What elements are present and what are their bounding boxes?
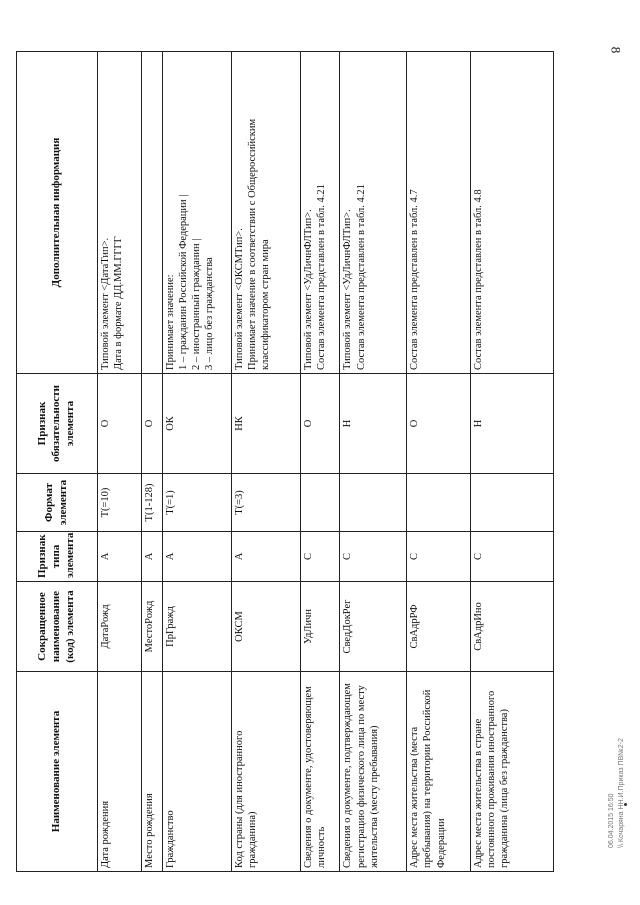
- cell-type: А: [98, 532, 142, 582]
- header-code: Сокращенное наименование (код) элемента: [17, 582, 98, 672]
- cell-name: Сведения о документе, подтверждающем регистрацию физического лица по месту жительства (месту пребывания): [340, 672, 407, 872]
- table-row: [407, 52, 470, 872]
- cell-info: Типовой элемент <УдЛичнФЛТип>. Состав элемента представлен в табл. 4.21: [340, 52, 407, 374]
- cell-type: А: [162, 532, 231, 582]
- cell-code: ПрГражд: [162, 582, 231, 672]
- cell-required: Н: [470, 374, 553, 474]
- footer-author: \\ Кочаряна НН.И.Приказ ПВ№2-2: [618, 738, 625, 848]
- cell-name: Место рождения: [141, 672, 162, 872]
- cell-code: МестоРожд: [141, 582, 162, 672]
- cell-required: О: [98, 374, 142, 474]
- cell-required: ОК: [162, 374, 231, 474]
- table-row: [470, 52, 553, 872]
- cell-format: T(=10): [98, 474, 142, 532]
- cell-name: Код страны (для иностранного гражданина): [231, 672, 300, 872]
- cell-format: T(=1): [162, 474, 231, 532]
- cell-info: Принимает значение: 1 – гражданин Российской Федерации | 2 – иностранный гражданин | 3 – лицо без гражданства: [162, 52, 231, 374]
- cell-info: Состав элемента представлен в табл. 4.8: [470, 52, 553, 374]
- table-row: [231, 52, 300, 872]
- header-type: Признак типа элемента: [17, 532, 98, 582]
- cell-info: Типовой элемент <ДатаТип>. Дата в формате ДД.ММ.ГГГГ: [98, 52, 142, 374]
- document-footer: [604, 738, 640, 850]
- cell-format: T(1-128): [141, 474, 162, 532]
- cell-info: Типовой элемент <УдЛичнФЛТип>. Состав элемента представлен в табл. 4.21: [301, 52, 340, 374]
- cell-code: СвАдрРФ: [407, 582, 470, 672]
- cell-name: Адрес места жительства в стране постоянного проживания иностранного гражданина (лица без гражданства): [470, 672, 553, 872]
- cell-name: Адрес места жительства (места пребывания) на территории Российской Федерации: [407, 672, 470, 872]
- cell-format: [470, 474, 553, 532]
- cell-format: [301, 474, 340, 532]
- table-row: [141, 52, 162, 872]
- cell-info: [141, 52, 162, 374]
- cell-info: Типовой элемент <ОКСМТип>. Принимает значение в соответствии с Общероссийским классификатором стран мира: [231, 52, 300, 374]
- cell-required: О: [141, 374, 162, 474]
- header-name: Наименование элемента: [17, 672, 98, 872]
- cell-required: НК: [231, 374, 300, 474]
- cell-info: Состав элемента представлен в табл. 4.7: [407, 52, 470, 374]
- cell-type: С: [407, 532, 470, 582]
- cell-code: СведДокРег: [340, 582, 407, 672]
- cell-format: T(=3): [231, 474, 300, 532]
- cell-required: О: [301, 374, 340, 474]
- cell-code: ОКСМ: [231, 582, 300, 672]
- cell-format: [407, 474, 470, 532]
- header-format: Формат элемента: [17, 474, 98, 532]
- cell-type: С: [301, 532, 340, 582]
- table-row: [98, 52, 142, 872]
- table-row: [301, 52, 340, 872]
- cell-type: А: [231, 532, 300, 582]
- cell-name: Сведения о документе, удостоверяющем личность: [301, 672, 340, 872]
- cell-code: СвАдрИно: [470, 582, 553, 672]
- cell-name: Дата рождения: [98, 672, 142, 872]
- footer-date: 06.04.2015 16:50: [608, 793, 615, 848]
- table-row: [162, 52, 231, 872]
- elements-table: [16, 51, 554, 872]
- cell-name: Гражданство: [162, 672, 231, 872]
- table-header-row: [17, 52, 98, 872]
- cell-format: [340, 474, 407, 532]
- table-row: [340, 52, 407, 872]
- header-info: Дополнительная информация: [17, 52, 98, 374]
- cell-required: О: [407, 374, 470, 474]
- cell-type: А: [141, 532, 162, 582]
- cell-type: С: [470, 532, 553, 582]
- cell-type: С: [340, 532, 407, 582]
- cell-required: Н: [340, 374, 407, 474]
- page-number: 8: [608, 46, 624, 54]
- header-required: Признак обязательности элемента: [17, 374, 98, 474]
- cell-code: ДатаРожд: [98, 582, 142, 672]
- rotated-table-container: [16, 52, 554, 872]
- cell-code: УдЛичн: [301, 582, 340, 672]
